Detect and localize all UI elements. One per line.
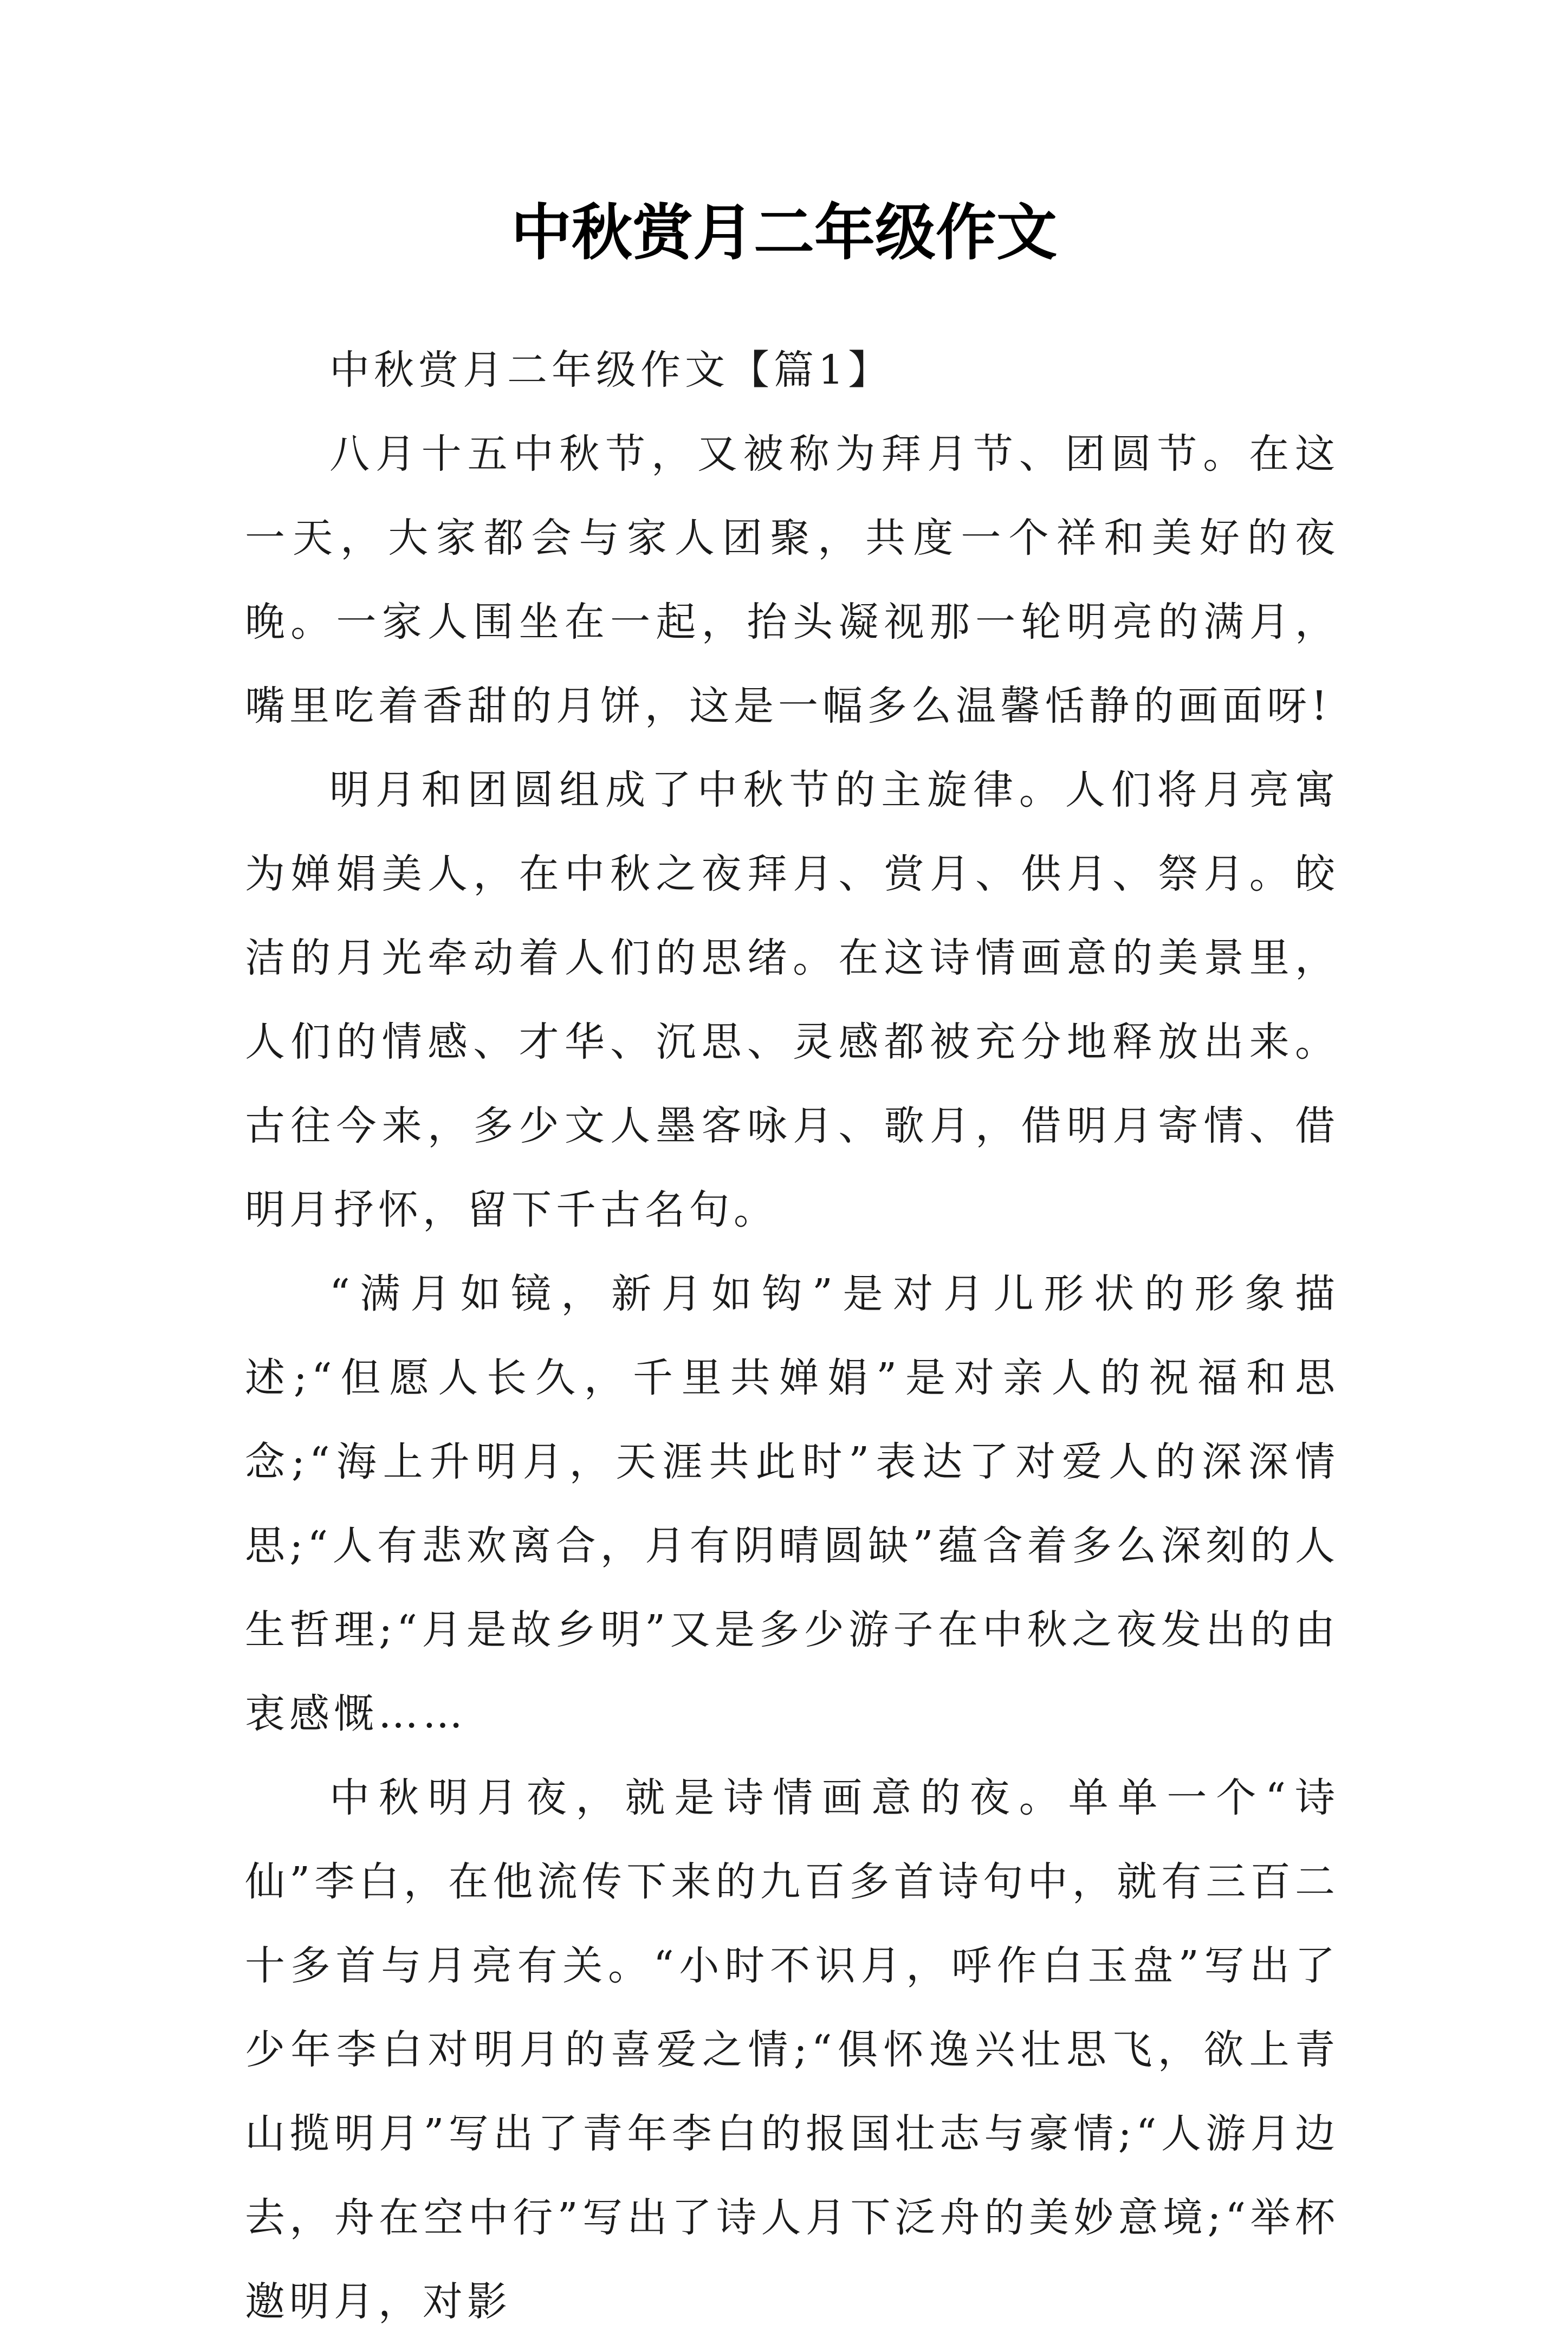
essay-heading: 中秋赏月二年级作文【篇1】	[329, 347, 893, 393]
paragraph-1: 八月十五中秋节，又被称为拜月节、团圆节。在这一天，大家都会与家人团聚，共度一个祥和美好的夜晚。一家人围坐在一起，抬头凝视那一轮明亮的满月，嘴里吃着香甜的月饼，这是一幅多么温馨恬静的画面呀!	[245, 431, 1339, 729]
document-title: 中秋赏月二年级作文	[511, 197, 1057, 268]
paragraph-4: 中秋明月夜，就是诗情画意的夜。单单一个“诗仙”李白，在他流传下来的九百多首诗句中，就有三百二十多首与月亮有关。“小时不识月，呼作白玉盘”写出了少年李白对明月的喜爱之情;“俱怀逸兴壮思飞，欲上青山揽明月”写出了青年李白的报国壮志与豪情;“人游月边去，舟在空中行”写出了诗人月下泛舟的美妙意境;“举杯邀明月，对影	[245, 1775, 1339, 2325]
document-body	[245, 328, 1339, 2344]
paragraph-3: “满月如镜，新月如钩”是对月儿形状的形象描述;“但愿人长久，千里共婵娟”是对亲人的祝福和思念;“海上升明月，天涯共此时”表达了对爱人的深深情思;“人有悲欢离合，月有阴晴圆缺”蕴含着多么深刻的人生哲理;“月是故乡明”又是多少游子在中秋之夜发出的由衷感慨……	[245, 1271, 1339, 1737]
paragraph-2: 明月和团圆组成了中秋节的主旋律。人们将月亮寓为婵娟美人，在中秋之夜拜月、赏月、供月、祭月。皎洁的月光牵动着人们的思绪。在这诗情画意的美景里，人们的情感、才华、沉思、灵感都被充分地释放出来。古往今来，多少文人墨客咏月、歌月，借明月寄情、借明月抒怀，留下千古名句。	[245, 767, 1339, 1233]
